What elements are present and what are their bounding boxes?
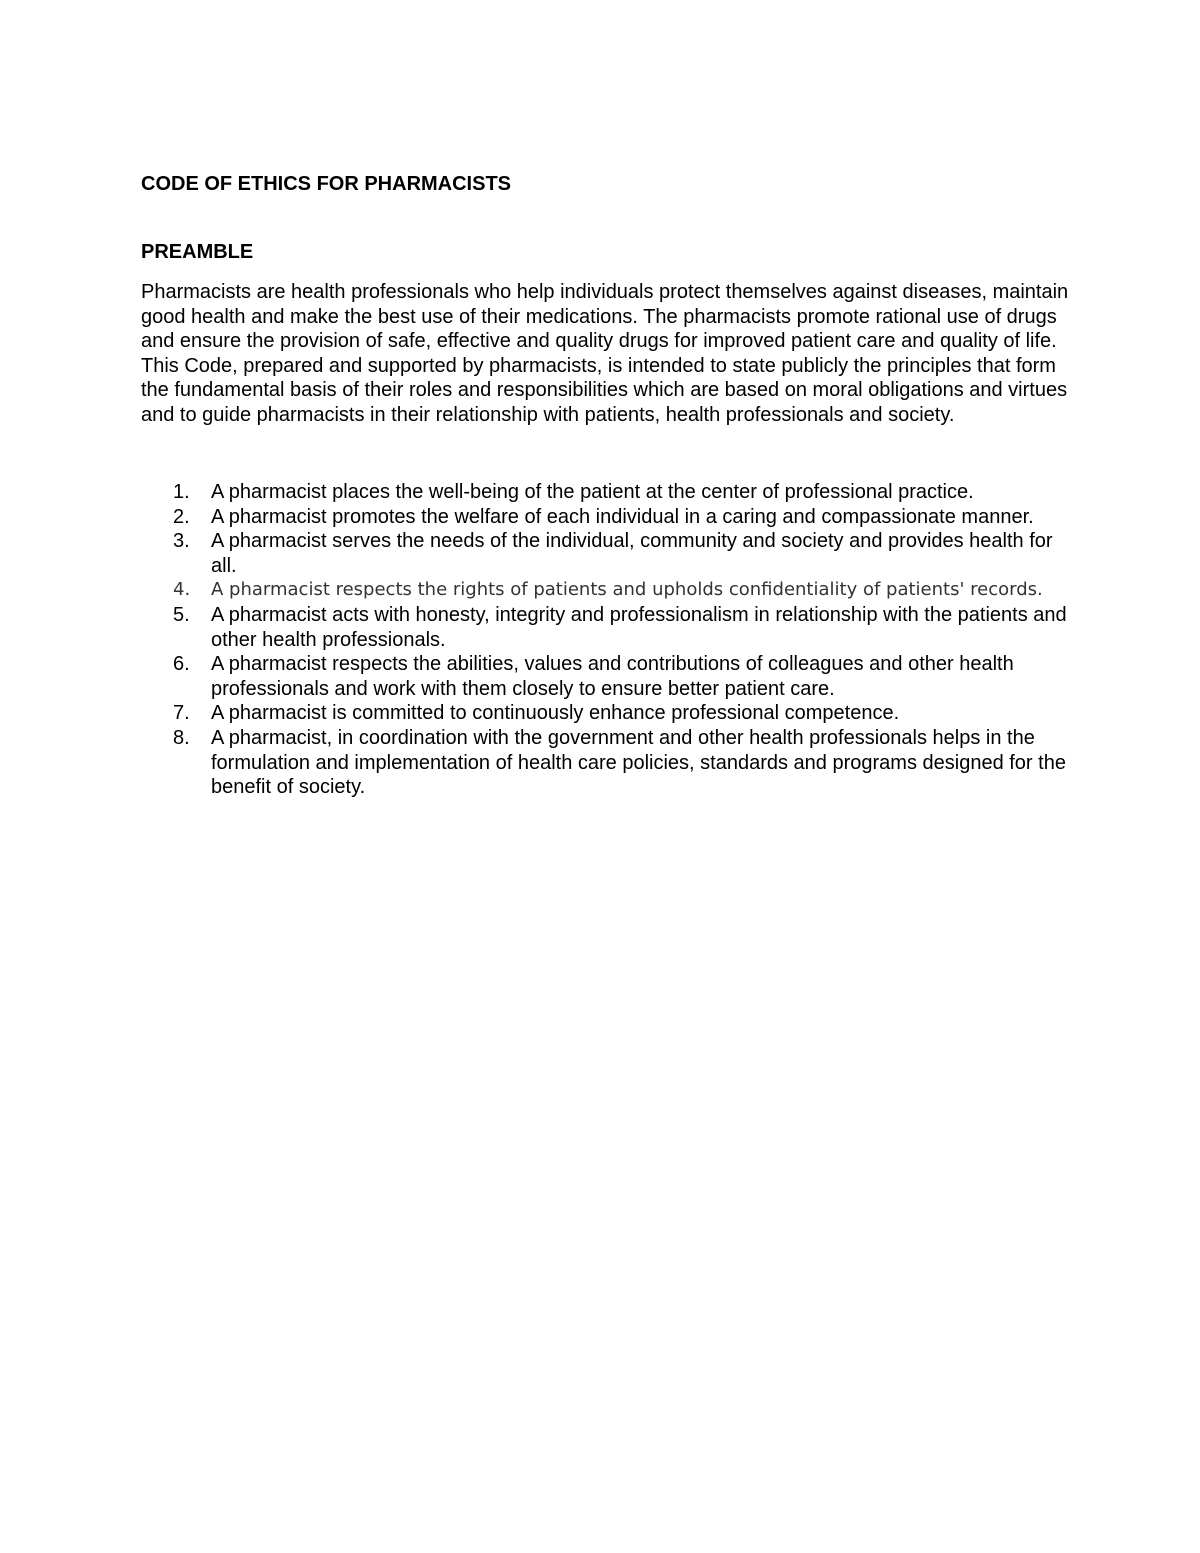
principle-item-5 xyxy=(141,603,1071,652)
principle-number: 5. xyxy=(173,603,190,626)
principle-number: 8. xyxy=(173,726,190,749)
principle-number: 4. xyxy=(173,579,191,601)
principle-item-8 xyxy=(141,726,1071,800)
principle-number: 2. xyxy=(173,505,190,528)
principle-item-3 xyxy=(141,529,1071,578)
principle-number: 3. xyxy=(173,530,190,553)
principle-text: A pharmacist is committed to continuously enhance professional competence. xyxy=(211,702,900,725)
principle-item-1 xyxy=(141,480,1071,505)
principle-text: A pharmacist acts with honesty, integrity and professionalism in relationship with the patients and other health professionals. xyxy=(211,603,1067,651)
principle-number: 7. xyxy=(173,702,190,725)
preamble-paragraph: Pharmacists are health professionals who help individuals protect themselves against diseases, maintain good health and make the best use of their medications. The pharmacists promote rational use of drugs and ensure the provision of safe, effective and quality drugs for improved patient care and quality of life. This Code, prepared and supported by pharmacists, is intended to state publicly the principles that form the fundamental basis of their roles and responsibilities which are based on moral obligations and virtues and to guide pharmacists in their relationship with patients, health professionals and society. xyxy=(141,281,1069,426)
principles-list xyxy=(141,480,1071,800)
principle-text: A pharmacist serves the needs of the individual, community and society and provides health for all. xyxy=(211,530,1053,577)
principle-item-7 xyxy=(141,701,1071,726)
principle-number: 6. xyxy=(173,653,190,676)
principle-text: A pharmacist promotes the welfare of each individual in a caring and compassionate manner. xyxy=(211,505,1034,528)
preamble-heading: PREAMBLE xyxy=(141,241,254,263)
principle-item-4 xyxy=(141,578,1071,603)
principle-text: A pharmacist respects the rights of patients and upholds confidentiality of patients' records. xyxy=(211,579,1043,601)
principle-item-2 xyxy=(141,505,1071,530)
principle-text: A pharmacist places the well-being of the patient at the center of professional practice. xyxy=(211,481,974,503)
document-title: CODE OF ETHICS FOR PHARMACISTS xyxy=(141,173,512,195)
principle-number: 1. xyxy=(173,481,190,503)
principle-item-6 xyxy=(141,652,1071,701)
principle-text: A pharmacist respects the abilities, values and contributions of colleagues and other health professionals and work with them closely to ensure better patient care. xyxy=(211,653,1014,700)
principle-text: A pharmacist, in coordination with the government and other health professionals helps in the formulation and implementation of health care policies, standards and programs designed for the benefit of society. xyxy=(211,726,1066,799)
